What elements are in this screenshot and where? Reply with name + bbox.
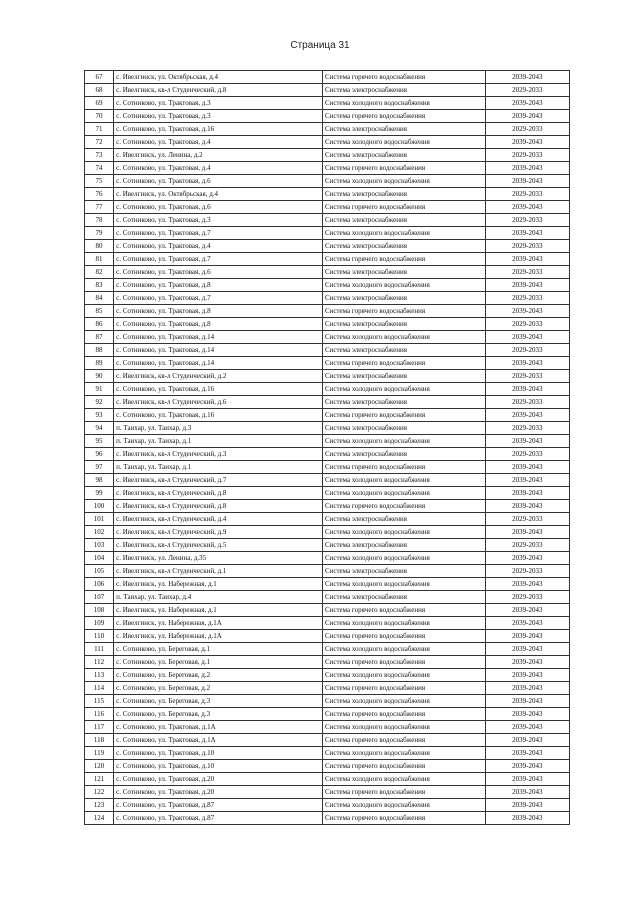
table-row xyxy=(85,279,570,292)
row-number: 107 xyxy=(85,591,114,604)
row-number: 69 xyxy=(85,97,114,110)
address-cell: с. Сотниково, ул. Трактовая, д.14 xyxy=(114,344,323,357)
row-number: 120 xyxy=(85,760,114,773)
period-cell: 2039-2043 xyxy=(485,500,569,513)
period-cell: 2039-2043 xyxy=(485,773,569,786)
system-cell: Система холодного водоснабжения xyxy=(322,331,485,344)
row-number: 119 xyxy=(85,747,114,760)
table-row xyxy=(85,695,570,708)
address-cell: п. Таихар, ул. Таихар, д.3 xyxy=(114,422,323,435)
address-cell: с. Ивелгинск, ул. Набережная, д.1 xyxy=(114,578,323,591)
system-cell: Система горячего водоснабжения xyxy=(322,253,485,266)
row-number: 96 xyxy=(85,448,114,461)
row-number: 70 xyxy=(85,110,114,123)
system-cell: Система горячего водоснабжения xyxy=(322,708,485,721)
address-cell: с. Ивелгинск, ул. Набережная, д.1А xyxy=(114,630,323,643)
address-cell: с. Сотниково, ул. Береговая, д.1 xyxy=(114,643,323,656)
table-row xyxy=(85,578,570,591)
table-row xyxy=(85,240,570,253)
system-cell: Система электроснабжения xyxy=(322,513,485,526)
period-cell: 2039-2043 xyxy=(485,812,569,825)
table-row xyxy=(85,149,570,162)
row-number: 101 xyxy=(85,513,114,526)
period-cell: 2039-2043 xyxy=(485,786,569,799)
row-number: 124 xyxy=(85,812,114,825)
system-cell: Система холодного водоснабжения xyxy=(322,279,485,292)
system-cell: Система горячего водоснабжения xyxy=(322,357,485,370)
system-cell: Система электроснабжения xyxy=(322,539,485,552)
address-cell: с. Сотниково, ул. Трактовая, д.7 xyxy=(114,227,323,240)
system-cell: Система электроснабжения xyxy=(322,149,485,162)
period-cell: 2029-2033 xyxy=(485,396,569,409)
period-cell: 2029-2033 xyxy=(485,123,569,136)
system-cell: Система электроснабжения xyxy=(322,123,485,136)
row-number: 73 xyxy=(85,149,114,162)
row-number: 68 xyxy=(85,84,114,97)
period-cell: 2039-2043 xyxy=(485,409,569,422)
row-number: 88 xyxy=(85,344,114,357)
table-body xyxy=(85,71,570,825)
address-cell: с. Сотниково, ул. Береговая, д.2 xyxy=(114,669,323,682)
system-cell: Система холодного водоснабжения xyxy=(322,643,485,656)
address-cell: с. Сотниково, ул. Трактовая, д.20 xyxy=(114,786,323,799)
address-cell: с. Ивелгинск, кв-л Студенческий, д.9 xyxy=(114,526,323,539)
period-cell: 2039-2043 xyxy=(485,526,569,539)
row-number: 81 xyxy=(85,253,114,266)
address-cell: с. Сотниково, ул. Трактовая, д.16 xyxy=(114,123,323,136)
period-cell: 2039-2043 xyxy=(485,331,569,344)
address-cell: п. Таихар, ул. Таихар, д.1 xyxy=(114,435,323,448)
period-cell: 2039-2043 xyxy=(485,708,569,721)
table-row xyxy=(85,513,570,526)
table-row xyxy=(85,175,570,188)
period-cell: 2029-2033 xyxy=(485,448,569,461)
address-cell: с. Сотниково, ул. Трактовая, д.16 xyxy=(114,383,323,396)
row-number: 91 xyxy=(85,383,114,396)
period-cell: 2039-2043 xyxy=(485,734,569,747)
system-cell: Система горячего водоснабжения xyxy=(322,656,485,669)
system-cell: Система электроснабжения xyxy=(322,396,485,409)
row-number: 77 xyxy=(85,201,114,214)
table-row xyxy=(85,682,570,695)
system-cell: Система электроснабжения xyxy=(322,292,485,305)
system-cell: Система холодного водоснабжения xyxy=(322,669,485,682)
period-cell: 2039-2043 xyxy=(485,643,569,656)
period-cell: 2039-2043 xyxy=(485,552,569,565)
period-cell: 2029-2033 xyxy=(485,266,569,279)
table-row xyxy=(85,136,570,149)
system-cell: Система холодного водоснабжения xyxy=(322,175,485,188)
table-row xyxy=(85,786,570,799)
table-row xyxy=(85,357,570,370)
row-number: 105 xyxy=(85,565,114,578)
row-number: 123 xyxy=(85,799,114,812)
address-cell: п. Таихар, ул. Таихар, д.1 xyxy=(114,461,323,474)
period-cell: 2029-2033 xyxy=(485,318,569,331)
period-cell: 2039-2043 xyxy=(485,253,569,266)
address-cell: с. Сотниково, ул. Трактовая, д.14 xyxy=(114,357,323,370)
table-row xyxy=(85,760,570,773)
system-cell: Система холодного водоснабжения xyxy=(322,97,485,110)
table-row xyxy=(85,435,570,448)
address-cell: с. Сотниково, ул. Трактовая, д.6 xyxy=(114,266,323,279)
system-cell: Система горячего водоснабжения xyxy=(322,305,485,318)
period-cell: 2039-2043 xyxy=(485,747,569,760)
address-cell: с. Сотниково, ул. Трактовая, д.4 xyxy=(114,162,323,175)
period-cell: 2029-2033 xyxy=(485,370,569,383)
address-cell: с. Сотниково, ул. Береговая, д.1 xyxy=(114,656,323,669)
row-number: 109 xyxy=(85,617,114,630)
address-cell: с. Сотниково, ул. Трактовая, д.3 xyxy=(114,214,323,227)
table-row xyxy=(85,799,570,812)
table-row xyxy=(85,305,570,318)
row-number: 116 xyxy=(85,708,114,721)
row-number: 95 xyxy=(85,435,114,448)
table-row xyxy=(85,188,570,201)
system-cell: Система холодного водоснабжения xyxy=(322,227,485,240)
table-row xyxy=(85,539,570,552)
system-cell: Система холодного водоснабжения xyxy=(322,578,485,591)
table-row xyxy=(85,734,570,747)
period-cell: 2029-2033 xyxy=(485,565,569,578)
address-cell: с. Сотниково, ул. Трактовая, д.14 xyxy=(114,331,323,344)
row-number: 76 xyxy=(85,188,114,201)
address-cell: с. Сотниково, ул. Трактовая, д.6 xyxy=(114,175,323,188)
row-number: 86 xyxy=(85,318,114,331)
row-number: 112 xyxy=(85,656,114,669)
period-cell: 2039-2043 xyxy=(485,110,569,123)
row-number: 89 xyxy=(85,357,114,370)
system-cell: Система электроснабжения xyxy=(322,591,485,604)
row-number: 74 xyxy=(85,162,114,175)
address-cell: с. Ивелгинск, кв-л Студенческий, д.8 xyxy=(114,500,323,513)
row-number: 114 xyxy=(85,682,114,695)
system-cell: Система горячего водоснабжения xyxy=(322,71,485,84)
address-cell: с. Сотниково, ул. Трактовая, д.3 xyxy=(114,110,323,123)
period-cell: 2039-2043 xyxy=(485,227,569,240)
period-cell: 2029-2033 xyxy=(485,422,569,435)
address-cell: с. Сотниково, ул. Трактовая, д.1А xyxy=(114,734,323,747)
system-cell: Система горячего водоснабжения xyxy=(322,812,485,825)
row-number: 111 xyxy=(85,643,114,656)
address-cell: с. Сотниково, ул. Трактовая, д.16 xyxy=(114,409,323,422)
table-row xyxy=(85,422,570,435)
row-number: 90 xyxy=(85,370,114,383)
row-number: 118 xyxy=(85,734,114,747)
address-cell: с. Ивелгинск, ул. Набережная, д.1А xyxy=(114,617,323,630)
address-cell: с. Сотниково, ул. Трактовая, д.8 xyxy=(114,305,323,318)
period-cell: 2039-2043 xyxy=(485,656,569,669)
table-row xyxy=(85,630,570,643)
system-cell: Система холодного водоснабжения xyxy=(322,136,485,149)
row-number: 117 xyxy=(85,721,114,734)
row-number: 80 xyxy=(85,240,114,253)
row-number: 71 xyxy=(85,123,114,136)
period-cell: 2039-2043 xyxy=(485,630,569,643)
system-cell: Система электроснабжения xyxy=(322,84,485,97)
row-number: 75 xyxy=(85,175,114,188)
period-cell: 2029-2033 xyxy=(485,513,569,526)
system-cell: Система холодного водоснабжения xyxy=(322,552,485,565)
period-cell: 2029-2033 xyxy=(485,214,569,227)
row-number: 83 xyxy=(85,279,114,292)
table-row xyxy=(85,383,570,396)
table-row xyxy=(85,292,570,305)
system-cell: Система горячего водоснабжения xyxy=(322,604,485,617)
table-row xyxy=(85,344,570,357)
period-cell: 2029-2033 xyxy=(485,188,569,201)
row-number: 67 xyxy=(85,71,114,84)
system-cell: Система электроснабжения xyxy=(322,266,485,279)
period-cell: 2029-2033 xyxy=(485,149,569,162)
system-cell: Система холодного водоснабжения xyxy=(322,487,485,500)
address-cell: п. Таихар, ул. Таихар, д.4 xyxy=(114,591,323,604)
table-row xyxy=(85,162,570,175)
address-cell: с. Сотниково, ул. Трактовая, д.20 xyxy=(114,773,323,786)
table-row xyxy=(85,669,570,682)
system-cell: Система горячего водоснабжения xyxy=(322,786,485,799)
table-row xyxy=(85,266,570,279)
address-cell: с. Сотниково, ул. Трактовая, д.4 xyxy=(114,136,323,149)
table-row xyxy=(85,253,570,266)
period-cell: 2039-2043 xyxy=(485,305,569,318)
period-cell: 2029-2033 xyxy=(485,292,569,305)
address-cell: с. Ивелгинск, кв-л Студенческий, д.6 xyxy=(114,396,323,409)
row-number: 115 xyxy=(85,695,114,708)
row-number: 82 xyxy=(85,266,114,279)
row-number: 104 xyxy=(85,552,114,565)
row-number: 92 xyxy=(85,396,114,409)
address-cell: с. Ивелгинск, кв-л Студенческий, д.4 xyxy=(114,513,323,526)
row-number: 93 xyxy=(85,409,114,422)
address-cell: с. Ивелгинск, ул. Ленина, д.35 xyxy=(114,552,323,565)
system-cell: Система электроснабжения xyxy=(322,422,485,435)
address-cell: с. Сотниково, ул. Трактовая, д.4 xyxy=(114,240,323,253)
table-row xyxy=(85,227,570,240)
row-number: 103 xyxy=(85,539,114,552)
period-cell: 2039-2043 xyxy=(485,279,569,292)
row-number: 78 xyxy=(85,214,114,227)
row-number: 79 xyxy=(85,227,114,240)
period-cell: 2029-2033 xyxy=(485,344,569,357)
system-cell: Система холодного водоснабжения xyxy=(322,799,485,812)
table-row xyxy=(85,526,570,539)
row-number: 113 xyxy=(85,669,114,682)
table-row xyxy=(85,721,570,734)
table-row xyxy=(85,318,570,331)
period-cell: 2039-2043 xyxy=(485,136,569,149)
table-row xyxy=(85,84,570,97)
period-cell: 2029-2033 xyxy=(485,240,569,253)
system-cell: Система горячего водоснабжения xyxy=(322,110,485,123)
row-number: 72 xyxy=(85,136,114,149)
address-cell: с. Сотниково, ул. Трактовая, д.87 xyxy=(114,812,323,825)
system-cell: Система холодного водоснабжения xyxy=(322,526,485,539)
period-cell: 2039-2043 xyxy=(485,721,569,734)
address-cell: с. Сотниково, ул. Береговая, д.2 xyxy=(114,682,323,695)
system-cell: Система электроснабжения xyxy=(322,370,485,383)
table-row xyxy=(85,214,570,227)
table-row xyxy=(85,123,570,136)
system-cell: Система горячего водоснабжения xyxy=(322,630,485,643)
system-cell: Система холодного водоснабжения xyxy=(322,721,485,734)
address-cell: с. Ивелгинск, кв-л Студенческий, д.7 xyxy=(114,474,323,487)
period-cell: 2039-2043 xyxy=(485,435,569,448)
address-cell: с. Ивелгинск, кв-л Студенческий, д.1 xyxy=(114,565,323,578)
period-cell: 2029-2033 xyxy=(485,539,569,552)
row-number: 108 xyxy=(85,604,114,617)
period-cell: 2039-2043 xyxy=(485,175,569,188)
address-cell: с. Ивелгинск, ул. Ленина, д.2 xyxy=(114,149,323,162)
table-row xyxy=(85,617,570,630)
system-cell: Система горячего водоснабжения xyxy=(322,682,485,695)
address-cell: с. Сотниково, ул. Трактовая, д.1А xyxy=(114,721,323,734)
row-number: 98 xyxy=(85,474,114,487)
system-cell: Система холодного водоснабжения xyxy=(322,617,485,630)
system-cell: Система холодного водоснабжения xyxy=(322,773,485,786)
system-cell: Система холодного водоснабжения xyxy=(322,383,485,396)
table-row xyxy=(85,461,570,474)
table-row xyxy=(85,552,570,565)
period-cell: 2039-2043 xyxy=(485,669,569,682)
system-cell: Система электроснабжения xyxy=(322,565,485,578)
row-number: 99 xyxy=(85,487,114,500)
system-cell: Система электроснабжения xyxy=(322,214,485,227)
address-cell: с. Сотниково, ул. Трактовая, д.8 xyxy=(114,318,323,331)
row-number: 122 xyxy=(85,786,114,799)
address-cell: с. Сотниково, ул. Трактовая, д.87 xyxy=(114,799,323,812)
period-cell: 2039-2043 xyxy=(485,799,569,812)
row-number: 94 xyxy=(85,422,114,435)
row-number: 110 xyxy=(85,630,114,643)
address-cell: с. Сотниково, ул. Трактовая, д.10 xyxy=(114,747,323,760)
period-cell: 2039-2043 xyxy=(485,162,569,175)
table-row xyxy=(85,812,570,825)
table-row xyxy=(85,474,570,487)
address-cell: с. Сотниково, ул. Береговая, д.3 xyxy=(114,708,323,721)
table-row xyxy=(85,409,570,422)
address-cell: с. Сотниково, ул. Трактовая, д.7 xyxy=(114,292,323,305)
table-row xyxy=(85,708,570,721)
system-cell: Система горячего водоснабжения xyxy=(322,760,485,773)
address-cell: с. Сотниково, ул. Трактовая, д.10 xyxy=(114,760,323,773)
row-number: 85 xyxy=(85,305,114,318)
table-row xyxy=(85,201,570,214)
row-number: 106 xyxy=(85,578,114,591)
table-row xyxy=(85,97,570,110)
row-number: 84 xyxy=(85,292,114,305)
system-cell: Система электроснабжения xyxy=(322,188,485,201)
system-cell: Система холодного водоснабжения xyxy=(322,695,485,708)
system-cell: Система электроснабжения xyxy=(322,240,485,253)
period-cell: 2029-2033 xyxy=(485,591,569,604)
address-cell: с. Ивелгинск, ул. Октябрьская, д.4 xyxy=(114,71,323,84)
table-row xyxy=(85,487,570,500)
table-row xyxy=(85,71,570,84)
table-row xyxy=(85,747,570,760)
period-cell: 2039-2043 xyxy=(485,201,569,214)
row-number: 121 xyxy=(85,773,114,786)
period-cell: 2039-2043 xyxy=(485,695,569,708)
address-cell: с. Ивелгинск, ул. Октябрьская, д.4 xyxy=(114,188,323,201)
system-cell: Система холодного водоснабжения xyxy=(322,435,485,448)
row-number: 97 xyxy=(85,461,114,474)
table-row xyxy=(85,591,570,604)
address-cell: с. Сотниково, ул. Трактовая, д.8 xyxy=(114,279,323,292)
address-cell: с. Сотниково, ул. Береговая, д.3 xyxy=(114,695,323,708)
system-cell: Система горячего водоснабжения xyxy=(322,201,485,214)
period-cell: 2039-2043 xyxy=(485,617,569,630)
system-cell: Система горячего водоснабжения xyxy=(322,409,485,422)
address-cell: с. Ивелгинск, кв-л Студенческий, д.8 xyxy=(114,84,323,97)
table-row xyxy=(85,773,570,786)
address-cell: с. Сотниково, ул. Трактовая, д.7 xyxy=(114,253,323,266)
period-cell: 2039-2043 xyxy=(485,682,569,695)
address-cell: с. Ивелгинск, кв-л Студенческий, д.5 xyxy=(114,539,323,552)
address-cell: с. Сотниково, ул. Трактовая, д.3 xyxy=(114,97,323,110)
table-row xyxy=(85,370,570,383)
address-cell: с. Ивелгинск, кв-л Студенческий, д.8 xyxy=(114,487,323,500)
table-row xyxy=(85,331,570,344)
period-cell: 2039-2043 xyxy=(485,97,569,110)
page-title: Страница 31 xyxy=(290,40,350,51)
period-cell: 2039-2043 xyxy=(485,474,569,487)
period-cell: 2039-2043 xyxy=(485,487,569,500)
system-cell: Система электроснабжения xyxy=(322,318,485,331)
row-number: 100 xyxy=(85,500,114,513)
system-cell: Система горячего водоснабжения xyxy=(322,461,485,474)
system-cell: Система холодного водоснабжения xyxy=(322,474,485,487)
period-cell: 2039-2043 xyxy=(485,461,569,474)
address-cell: с. Сотниково, ул. Трактовая, д.6 xyxy=(114,201,323,214)
row-number: 87 xyxy=(85,331,114,344)
table-row xyxy=(85,604,570,617)
period-cell: 2039-2043 xyxy=(485,578,569,591)
address-cell: с. Ивелгинск, кв-л Студенческий, д.2 xyxy=(114,370,323,383)
table-row xyxy=(85,565,570,578)
period-cell: 2029-2033 xyxy=(485,84,569,97)
address-cell: с. Ивелгинск, кв-л Студенческий, д.3 xyxy=(114,448,323,461)
address-cell: с. Ивелгинск, ул. Набережная, д.1 xyxy=(114,604,323,617)
table-row xyxy=(85,656,570,669)
system-cell: Система электроснабжения xyxy=(322,344,485,357)
table-row xyxy=(85,643,570,656)
period-cell: 2039-2043 xyxy=(485,71,569,84)
period-cell: 2039-2043 xyxy=(485,604,569,617)
period-cell: 2039-2043 xyxy=(485,760,569,773)
table-row xyxy=(85,500,570,513)
repair-schedule-table xyxy=(84,70,570,825)
table-row xyxy=(85,396,570,409)
period-cell: 2039-2043 xyxy=(485,357,569,370)
system-cell: Система горячего водоснабжения xyxy=(322,500,485,513)
system-cell: Система горячего водоснабжения xyxy=(322,734,485,747)
period-cell: 2039-2043 xyxy=(485,383,569,396)
table-row xyxy=(85,110,570,123)
system-cell: Система холодного водоснабжения xyxy=(322,747,485,760)
system-cell: Система горячего водоснабжения xyxy=(322,162,485,175)
table-row xyxy=(85,448,570,461)
row-number: 102 xyxy=(85,526,114,539)
system-cell: Система электроснабжения xyxy=(322,448,485,461)
